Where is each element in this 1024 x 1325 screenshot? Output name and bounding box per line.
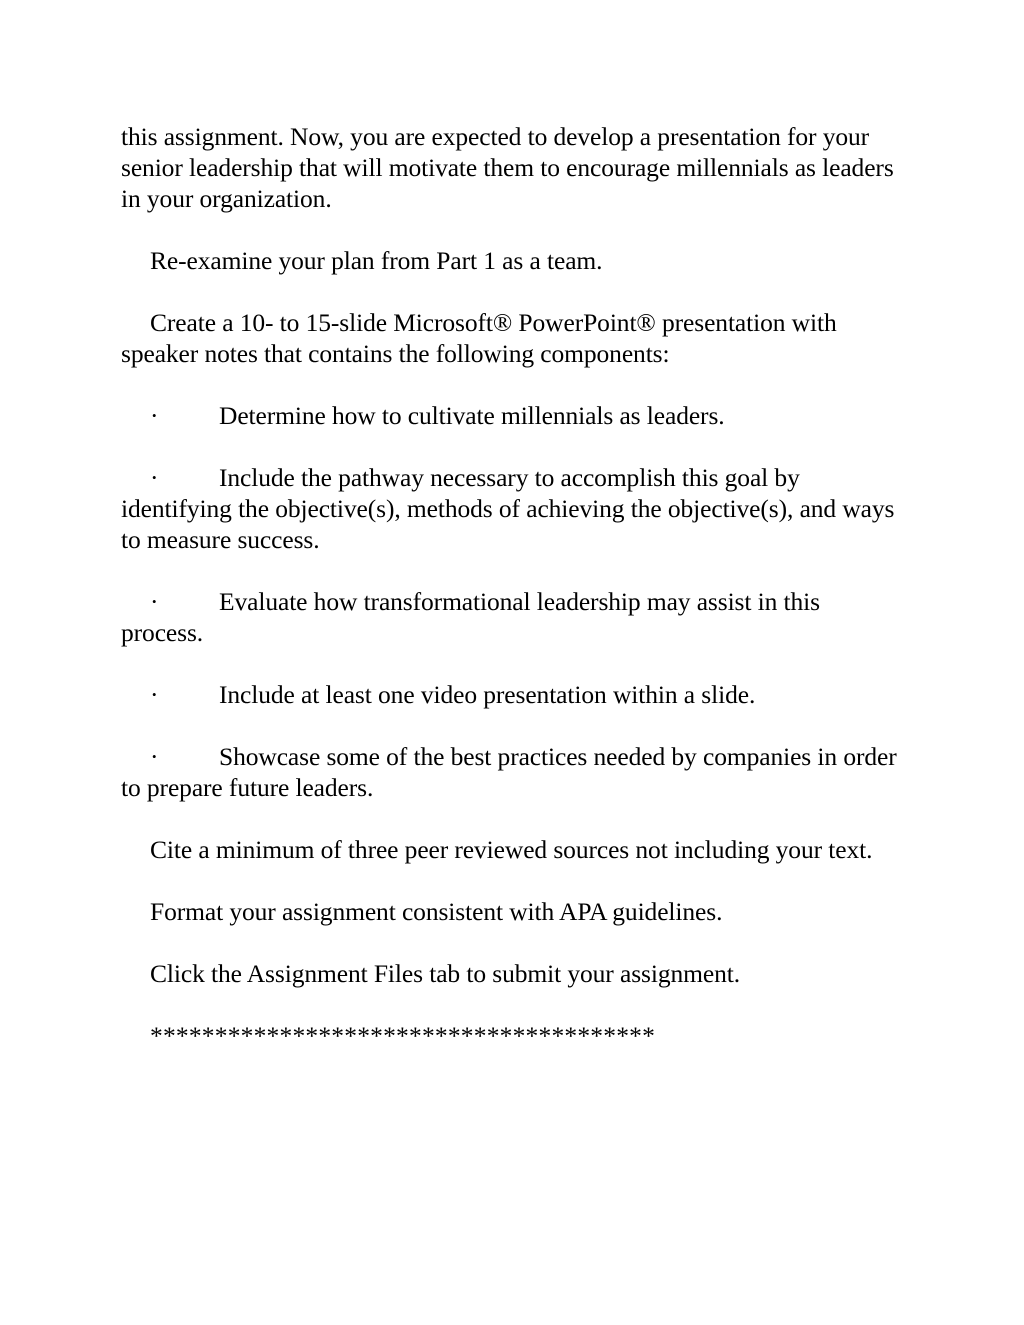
bullet-dot-icon: · [150,463,159,492]
bullet-text: Include the pathway necessary to accomplish this goal by identifying the objective(s), methods of achieving the objective(s), and ways to measure success. [121,463,895,554]
bullet-item-2 [121,462,901,555]
bullet-dot-icon: · [150,742,159,771]
bullet-dot-icon: · [150,401,159,430]
format-paragraph: Format your assignment consistent with APA guidelines. [150,897,723,926]
intro-paragraph: this assignment. Now, you are expected to develop a presentation for your senior leadership that will motivate them to encourage millennials as leaders in your organization. [121,122,894,213]
bullet-item-4 [121,679,901,710]
submit-paragraph: Click the Assignment Files tab to submit your assignment. [150,959,740,988]
reexamine-paragraph: Re-examine your plan from Part 1 as a team. [150,246,603,275]
bullet-item-5 [121,741,901,803]
separator-line: *************************************** [150,1021,656,1050]
bullet-text: Include at least one video presentation within a slide. [219,680,756,709]
bullet-text: Showcase some of the best practices needed by companies in order to prepare future leaders. [121,742,897,802]
bullet-text: Evaluate how transformational leadership may assist in this process. [121,587,820,647]
bullet-dot-icon: · [150,680,159,709]
bullet-item-3 [121,586,901,648]
cite-paragraph: Cite a minimum of three peer reviewed sources not including your text. [150,835,873,864]
bullet-text: Determine how to cultivate millennials as leaders. [219,401,725,430]
document-body [121,121,901,1082]
bullet-item-1 [121,400,901,431]
create-paragraph: Create a 10- to 15-slide Microsoft® PowerPoint® presentation with speaker notes that contains the following components: [121,308,837,368]
bullet-dot-icon: · [150,587,159,616]
